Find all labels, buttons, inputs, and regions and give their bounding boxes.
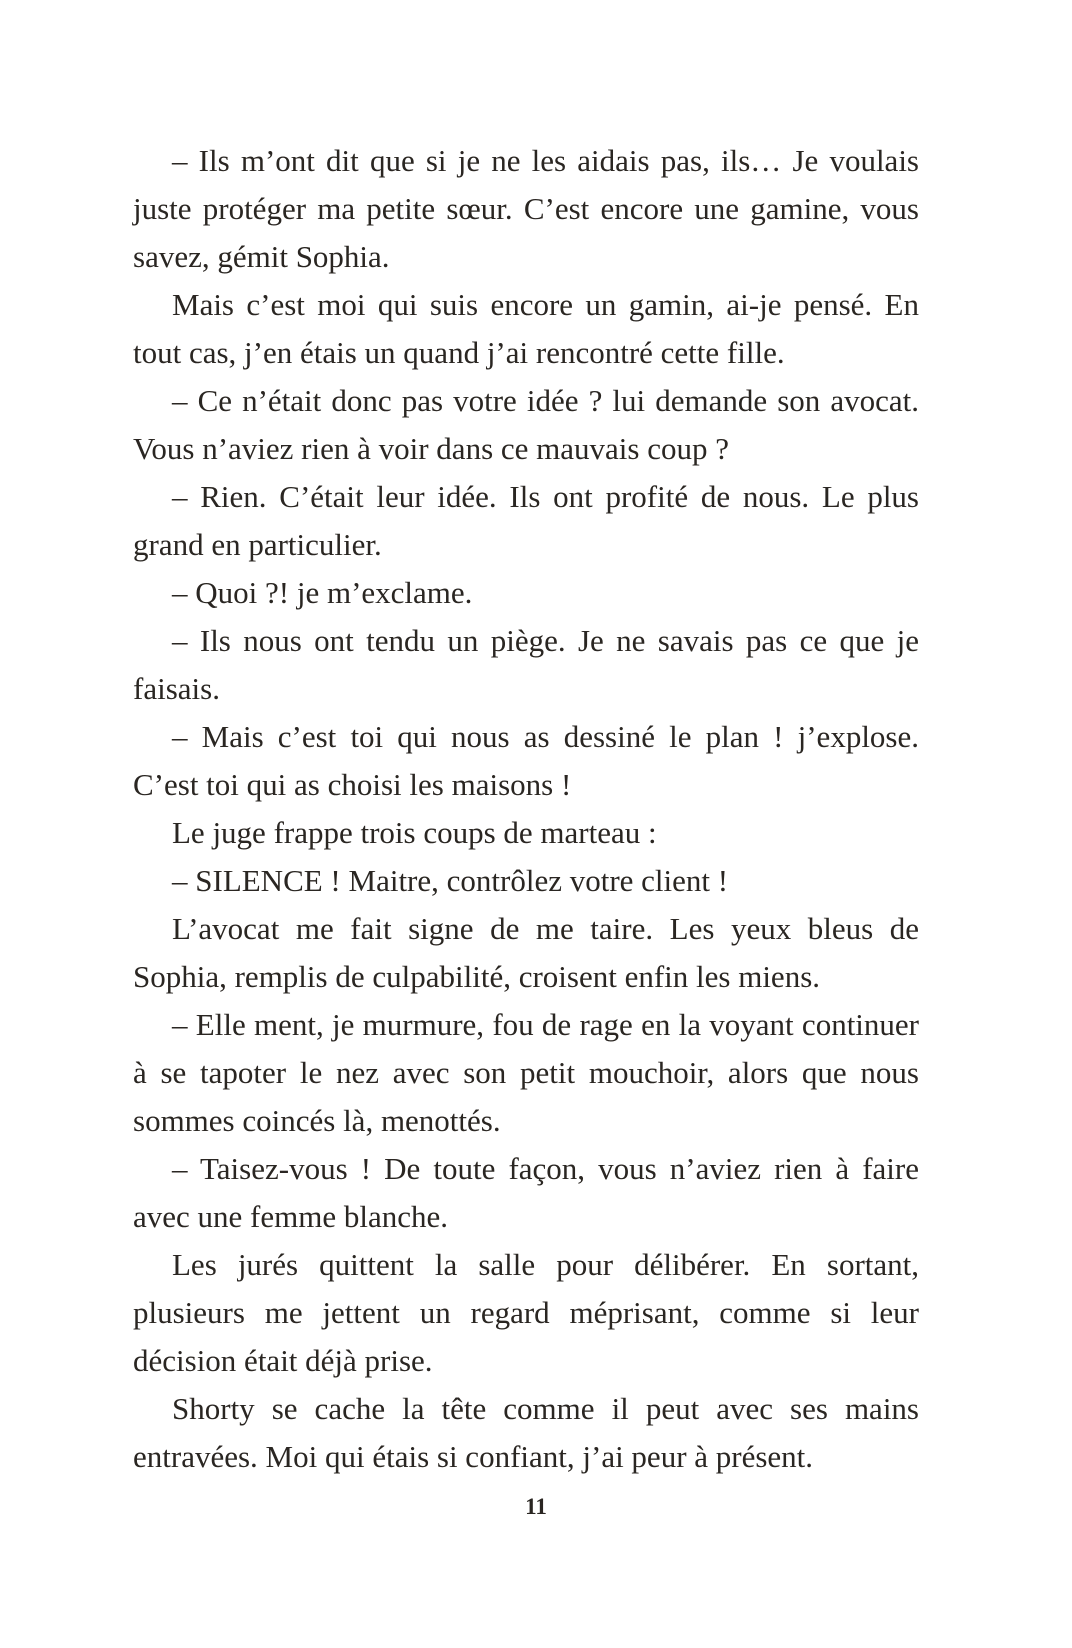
paragraph-11: – Elle ment, je murmure, fou de rage en la voyant continuer à se tapoter le nez avec son petit mouchoir, alors que nous sommes coincés là, menottés. xyxy=(133,1007,919,1138)
paragraph-12: – Taisez-vous ! De toute façon, vous n’aviez rien à faire avec une femme blanche. xyxy=(133,1151,919,1234)
paragraph-9: – SILENCE ! Maitre, contrôlez votre client ! xyxy=(172,863,729,898)
paragraph-5: – Quoi ?! je m’exclame. xyxy=(172,575,473,610)
paragraph-4: – Rien. C’était leur idée. Ils ont profité de nous. Le plus grand en particulier. xyxy=(133,479,919,562)
paragraph-3: – Ce n’était donc pas votre idée ? lui demande son avocat. Vous n’aviez rien à voir dans ce mauvais coup ? xyxy=(133,383,919,466)
paragraph-8: Le juge frappe trois coups de marteau : xyxy=(172,815,657,850)
paragraph-6: – Ils nous ont tendu un piège. Je ne savais pas ce que je faisais. xyxy=(133,623,919,706)
body-text xyxy=(133,137,919,1481)
paragraph-1: – Ils m’ont dit que si je ne les aidais pas, ils… Je voulais juste protéger ma petite sœur. C’est encore une gamine, vous savez, gémit Sophia. xyxy=(133,143,919,274)
paragraph-14: Shorty se cache la tête comme il peut avec ses mains entravées. Moi qui étais si confiant, j’ai peur à présent. xyxy=(133,1391,919,1474)
paragraph-13: Les jurés quittent la salle pour délibérer. En sortant, plusieurs me jettent un regard méprisant, comme si leur décision était déjà prise. xyxy=(133,1247,919,1378)
paragraph-7: – Mais c’est toi qui nous as dessiné le plan ! j’explose. C’est toi qui as choisi les maisons ! xyxy=(133,719,919,802)
page-number: 11 xyxy=(525,1494,547,1519)
paragraph-2: Mais c’est moi qui suis encore un gamin, ai-je pensé. En tout cas, j’en étais un quand j’ai rencontré cette fille. xyxy=(133,287,919,370)
paragraph-10: L’avocat me fait signe de me taire. Les yeux bleus de Sophia, remplis de culpabilité, croisent enfin les miens. xyxy=(133,911,919,994)
